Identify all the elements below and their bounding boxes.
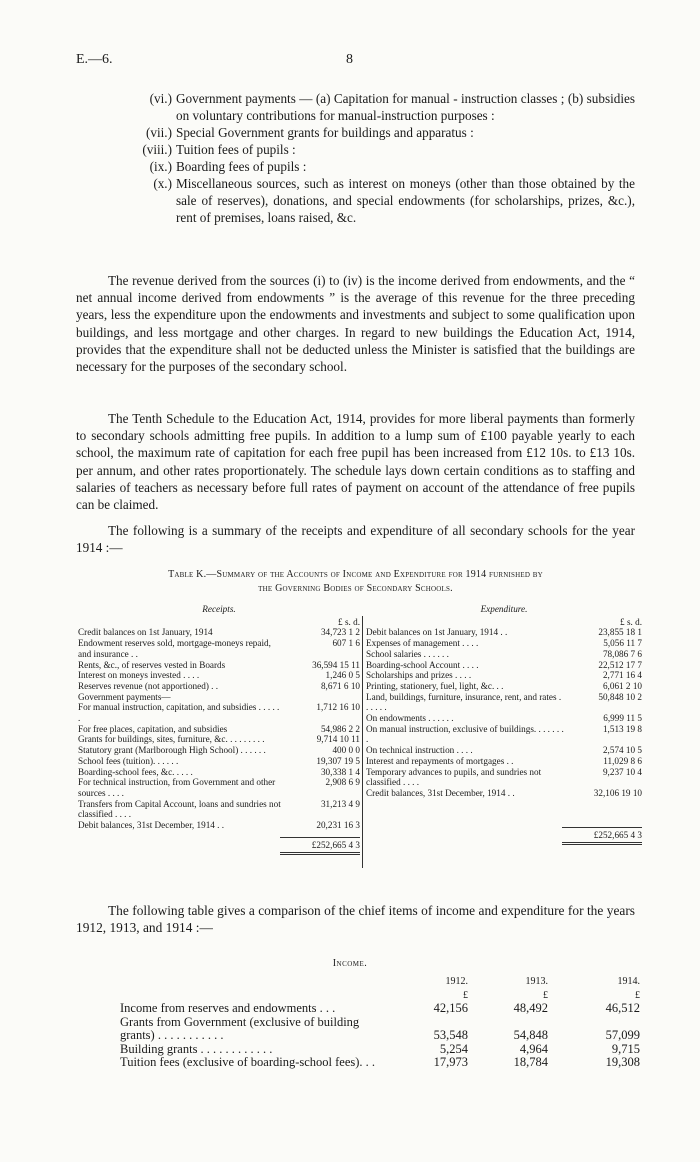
table-row: [120, 1056, 640, 1070]
row-label: Building grants . . . . . . . . . . . .: [120, 1041, 273, 1056]
row-label: Reserves revenue (not apportioned) . .: [78, 680, 219, 691]
row-amount: 22,512 17 7: [598, 659, 642, 670]
row-label: On technical instruction . . . .: [366, 745, 473, 756]
table-row: [120, 1002, 640, 1016]
row-label: Transfers from Capital Account, loans and sundries not classified . . . .: [78, 798, 281, 820]
row-amount: 1,513 19 8: [602, 723, 642, 734]
row-label: Rents, &c., of reserves vested in Boards: [78, 659, 226, 670]
row-amount: 32,106 19 10: [593, 787, 642, 798]
source-list: [130, 90, 635, 226]
row-label: Interest on moneys invested . . . .: [78, 670, 200, 681]
row-label: For free places, capitation, and subsidies: [78, 723, 228, 734]
list-item-number: (x.): [153, 176, 172, 191]
row-value: 4,964: [519, 1041, 548, 1056]
table-row: [366, 638, 642, 649]
row-value: 46,512: [605, 1001, 640, 1015]
income-year-header: [120, 975, 640, 989]
table-row: [78, 627, 360, 638]
table-row: [78, 660, 360, 671]
row-amount: 5,056 11 7: [603, 638, 642, 649]
row-label: Credit balances, 31st December, 1914 . .: [366, 787, 515, 798]
unit-symbol: £: [635, 989, 640, 1001]
list-item-text: Government payments — (a) Capitation for manual - instruction classes ; (b) subsidies on voluntary contributions for manual-instruction purposes :: [176, 91, 635, 123]
table-row: [120, 1016, 640, 1043]
row-amount: 2,771 16 4: [602, 670, 642, 681]
row-amount: 31,213 4 9: [320, 798, 360, 809]
row-amount: 50,848 10 2: [598, 691, 642, 702]
row-value: 5,254: [439, 1041, 468, 1056]
row-amount: 1,246 0 5: [325, 670, 360, 681]
row-amount: 36,594 15 11: [312, 659, 360, 670]
row-label: Boarding-school fees, &c. . . . .: [78, 766, 193, 777]
row-label: Debit balances, 31st December, 1914 . .: [78, 820, 225, 831]
list-item-number: (viii.): [142, 142, 172, 157]
list-item-text: Miscellaneous sources, such as interest on moneys (other than those obtained by the sale of reserves), donations, and special endowments (for scholarships, prizes, &c.), rent of premises, loans raised, &c.: [176, 176, 635, 225]
row-label: Grants from Government (exclusive of building grants) . . . . . . . . . . .: [120, 1014, 360, 1042]
table-row: [78, 756, 360, 767]
list-item-number: (vi.): [149, 91, 172, 106]
row-amount: 23,855 18 1: [598, 627, 642, 638]
paragraph-revenue: The revenue derived from the sources (i) to (iv) is the income derived from endowments, and the “ net annual income derived from endowments ” is the average of this revenue for the three preceding years, less the expenditure upon the endowments and investments and subject to some qualification upon buildings, and less mortgage and other charges. In regard to new buildings the Education Act, 1914, provides that the expenditure shall not be deducted unless the Minister is satisfied that the buildings are necessary for the purposes of the secondary school.: [76, 273, 635, 375]
table-row: [366, 767, 642, 788]
document-code: E.—6.: [76, 52, 113, 67]
table-row: [78, 777, 360, 798]
table-row: [366, 692, 642, 713]
row-amount: 6,061 2 10: [602, 680, 642, 691]
row-amount: 20,231 16 3: [316, 820, 360, 831]
row-label: For technical instruction, from Government and other sources . . . .: [78, 777, 276, 798]
table-row: [78, 724, 360, 735]
list-item: [130, 158, 635, 175]
row-amount: 19,307 19 5: [316, 755, 360, 766]
receipts-heading: Receipts.: [202, 604, 236, 614]
row-label: School fees (tuition). . . . . .: [78, 755, 179, 766]
row-amount: 34,723 1 2: [320, 627, 360, 638]
table-row: [78, 638, 360, 659]
row-value: 19,308: [605, 1055, 640, 1069]
row-label: Interest and repayments of mortgages . .: [366, 755, 514, 766]
table-row: [78, 767, 360, 778]
table-row: [366, 745, 642, 756]
row-label: Income from reserves and endowments . . .: [120, 1001, 336, 1015]
list-item-text: Special Government grants for buildings and apparatus :: [176, 125, 474, 140]
list-item-text: Tuition fees of pupils :: [176, 142, 296, 157]
year-1913: 1913.: [525, 976, 548, 987]
table-k-title-line2: the Governing Bodies of Secondary Schools.: [258, 583, 453, 594]
page-number: 8: [346, 52, 353, 67]
table-row: [78, 799, 360, 820]
list-item-text: Boarding fees of pupils :: [176, 159, 307, 174]
table-row: [78, 820, 360, 831]
row-label: For manual instruction, capitation, and subsidies . . . . . .: [78, 702, 280, 724]
row-label: Scholarships and prizes . . . .: [366, 670, 472, 681]
expenditure-column: [366, 604, 642, 845]
row-value: 54,848: [513, 1028, 548, 1042]
list-item: [130, 90, 635, 124]
paragraph-summary-intro: The following is a summary of the receipts and expenditure of all secondary schools for the year 1914 :—: [76, 523, 635, 556]
paragraph-comparison-intro: The following table gives a comparison of the chief items of income and expenditure for the years 1912, 1913, and 1914 :—: [76, 903, 635, 936]
table-row: [78, 670, 360, 681]
table-row: [78, 734, 360, 745]
row-value: 53,548: [433, 1028, 468, 1042]
table-row: [78, 702, 360, 723]
year-1914: 1914.: [617, 976, 640, 987]
row-label: Credit balances on 1st January, 1914: [78, 627, 213, 638]
unit-symbol: £: [543, 989, 548, 1001]
receipts-column: [78, 604, 360, 855]
row-label: Land, buildings, furniture, insurance, rent, and rates . . . . . .: [366, 691, 562, 713]
table-row: [366, 627, 642, 638]
row-label: Temporary advances to pupils, and sundries not classified . . . .: [366, 766, 542, 788]
table-row: [366, 788, 642, 799]
table-row: [366, 713, 642, 724]
row-label: Government payments—: [78, 691, 171, 702]
table-row: [366, 681, 642, 692]
list-item: [130, 141, 635, 158]
row-amount: 607 1 6: [332, 638, 360, 649]
list-item-number: (ix.): [149, 159, 172, 174]
income-table-heading: Income.: [332, 958, 368, 969]
row-label: School salaries . . . . . .: [366, 648, 449, 659]
row-label: Statutory grant (Marlborough High School) . . . . . .: [78, 745, 266, 756]
row-label: Boarding-school Account . . . .: [366, 659, 479, 670]
row-label: Debit balances on 1st January, 1914 . .: [366, 627, 508, 638]
column-divider: [362, 616, 363, 868]
income-table: [120, 975, 640, 1070]
table-row: [78, 692, 360, 703]
row-amount: 1,712 16 10: [316, 702, 360, 713]
row-label: On endowments . . . . . .: [366, 713, 454, 724]
table-row: [78, 745, 360, 756]
currency-header: £ s. d.: [338, 616, 360, 627]
row-amount: 6,999 11 5: [603, 713, 642, 724]
row-value: 42,156: [433, 1001, 468, 1015]
expenditure-total: £252,665 4 3: [366, 827, 642, 846]
row-value: 57,099: [605, 1028, 640, 1042]
receipts-total: £252,665 4 3: [78, 837, 360, 856]
row-amount: 400 0 0: [332, 745, 360, 756]
table-row: [366, 756, 642, 767]
table-row: [120, 1043, 640, 1057]
row-label: Tuition fees (exclusive of boarding-school fees). . .: [120, 1055, 376, 1069]
row-amount: 54,986 2 2: [320, 723, 360, 734]
row-label: Endowment reserves sold, mortgage-moneys repaid, and insurance . .: [78, 638, 271, 659]
row-amount: 11,029 8 6: [603, 755, 642, 766]
currency-header: £ s. d.: [620, 616, 642, 627]
unit-symbol: £: [463, 989, 468, 1001]
row-amount: 2,574 10 5: [602, 745, 642, 756]
row-label: Expenses of management . . . .: [366, 638, 479, 649]
row-label: Grants for buildings, sites, furniture, &c. . . . . . . . .: [78, 734, 265, 745]
row-amount: 2,908 6 9: [325, 777, 360, 788]
list-item-number: (vii.): [145, 125, 172, 140]
paragraph-tenth-schedule: The Tenth Schedule to the Education Act, 1914, provides for more liberal payments than formerly to secondary schools admitting free pupils. In addition to a lump sum of £100 payable yearly to each school, the maximum rate of capitation for each free pupil has been increased from £12 10s. to £13 10s. per annum, and other rates proportionately. The schedule lays down certain conditions as to staffing and salaries of teachers as necessary before full rates of payment on account of the attendance of free pupils can be claimed.: [76, 411, 635, 513]
row-value: 18,784: [513, 1055, 548, 1069]
list-item: [130, 124, 635, 141]
year-1912: 1912.: [445, 976, 468, 987]
table-k-title: [76, 568, 635, 596]
row-label: On manual instruction, exclusive of buildings. . . . . . . .: [366, 723, 564, 745]
table-row: [366, 670, 642, 681]
row-amount: 9,714 10 11: [316, 734, 360, 745]
table-row: [366, 724, 642, 745]
table-row: [366, 660, 642, 671]
row-value: 48,492: [513, 1001, 548, 1015]
row-amount: 78,086 7 6: [602, 648, 642, 659]
row-amount: 8,671 6 10: [320, 680, 360, 691]
row-label: Printing, stationery, fuel, light, &c. . .: [366, 680, 504, 691]
table-k-title-line1: Table K.—Summary of the Accounts of Income and Expenditure for 1914 furnished by: [168, 569, 543, 580]
expenditure-heading: Expenditure.: [480, 604, 528, 614]
row-amount: 9,237 10 4: [602, 766, 642, 777]
row-value: 17,973: [433, 1055, 468, 1069]
income-unit-header: [120, 989, 640, 1003]
list-item: [130, 175, 635, 226]
row-amount: 30,338 1 4: [320, 766, 360, 777]
row-value: 9,715: [611, 1041, 640, 1056]
table-row: [78, 681, 360, 692]
table-row: [366, 649, 642, 660]
